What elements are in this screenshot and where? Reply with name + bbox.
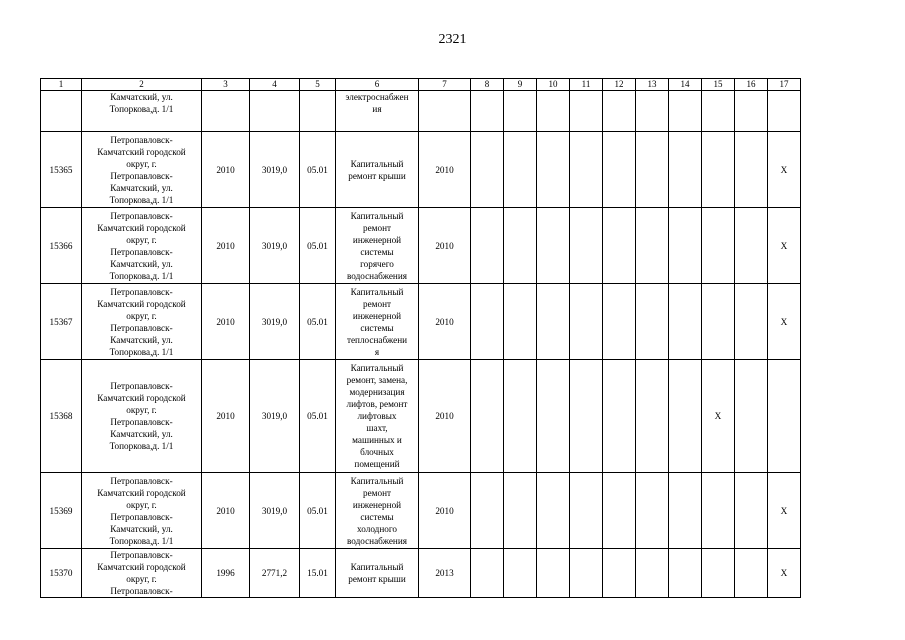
mark-cell-12	[603, 473, 636, 549]
table-row	[41, 132, 801, 208]
code-cell: 05.01	[300, 132, 336, 208]
mark-cell-15	[702, 132, 735, 208]
mark-cell-15: Х	[702, 360, 735, 473]
mark-cell-10	[537, 132, 570, 208]
mark-cell-12	[603, 132, 636, 208]
mark-cell-14	[669, 473, 702, 549]
table-row	[41, 473, 801, 549]
mark-cell-15	[702, 208, 735, 284]
mark-cell-9	[504, 360, 537, 473]
mark-cell-13	[636, 91, 669, 132]
column-number: 17	[768, 79, 801, 91]
address-cell: Петропавловск- Камчатский городской округ, г. Петропавловск- Камчатский, ул. Топоркова,д. 1/1	[82, 132, 202, 208]
mark-cell-14	[669, 208, 702, 284]
record-number	[41, 91, 82, 132]
area-cell: 3019,0	[250, 132, 300, 208]
column-number: 1	[41, 79, 82, 91]
column-number: 8	[471, 79, 504, 91]
mark-cell-9	[504, 132, 537, 208]
mark-cell-9	[504, 91, 537, 132]
mark-cell-11	[570, 91, 603, 132]
work-type-cell: Капитальный ремонт крыши	[336, 132, 419, 208]
mark-cell-16	[735, 91, 768, 132]
mark-cell-9	[504, 549, 537, 598]
mark-cell-13	[636, 132, 669, 208]
code-cell: 05.01	[300, 284, 336, 360]
address-cell: Петропавловск- Камчатский городской округ, г. Петропавловск-	[82, 549, 202, 598]
mark-cell-9	[504, 208, 537, 284]
code-cell: 15.01	[300, 549, 336, 598]
record-number: 15370	[41, 549, 82, 598]
address-cell: Петропавловск- Камчатский городской округ, г. Петропавловск- Камчатский, ул. Топоркова,д. 1/1	[82, 360, 202, 473]
year-cell: 1996	[202, 549, 250, 598]
area-cell	[250, 91, 300, 132]
plan-year-cell: 2013	[419, 549, 471, 598]
year-cell: 2010	[202, 132, 250, 208]
mark-cell-12	[603, 360, 636, 473]
record-number: 15365	[41, 132, 82, 208]
mark-cell-10	[537, 91, 570, 132]
mark-cell-10	[537, 549, 570, 598]
work-type-cell: Капитальный ремонт, замена, модернизация лифтов, ремонт лифтовых шахт, машинных и блочных помещений	[336, 360, 419, 473]
year-cell: 2010	[202, 473, 250, 549]
column-number: 12	[603, 79, 636, 91]
plan-year-cell: 2010	[419, 208, 471, 284]
mark-cell-11	[570, 132, 603, 208]
mark-cell-8	[471, 549, 504, 598]
column-number: 10	[537, 79, 570, 91]
mark-cell-13	[636, 473, 669, 549]
mark-cell-11	[570, 284, 603, 360]
work-type-cell: Капитальный ремонт инженерной системы холодного водоснабжения	[336, 473, 419, 549]
column-number: 15	[702, 79, 735, 91]
mark-cell-8	[471, 91, 504, 132]
mark-cell-8	[471, 132, 504, 208]
mark-cell-17: Х	[768, 284, 801, 360]
mark-cell-16	[735, 208, 768, 284]
mark-cell-15	[702, 549, 735, 598]
mark-cell-14	[669, 360, 702, 473]
mark-cell-12	[603, 549, 636, 598]
code-cell: 05.01	[300, 208, 336, 284]
mark-cell-12	[603, 284, 636, 360]
mark-cell-16	[735, 549, 768, 598]
mark-cell-17: Х	[768, 473, 801, 549]
year-cell: 2010	[202, 208, 250, 284]
register-table	[40, 78, 801, 598]
column-number: 5	[300, 79, 336, 91]
column-number: 2	[82, 79, 202, 91]
mark-cell-14	[669, 284, 702, 360]
work-type-cell: Капитальный ремонт крыши	[336, 549, 419, 598]
area-cell: 3019,0	[250, 473, 300, 549]
table-row	[41, 208, 801, 284]
mark-cell-8	[471, 473, 504, 549]
table-row	[41, 91, 801, 132]
plan-year-cell: 2010	[419, 132, 471, 208]
plan-year-cell: 2010	[419, 473, 471, 549]
column-number: 9	[504, 79, 537, 91]
plan-year-cell	[419, 91, 471, 132]
column-number: 3	[202, 79, 250, 91]
year-cell	[202, 91, 250, 132]
address-cell: Петропавловск- Камчатский городской округ, г. Петропавловск- Камчатский, ул. Топоркова,д. 1/1	[82, 473, 202, 549]
mark-cell-12	[603, 208, 636, 284]
address-cell: Петропавловск- Камчатский городской округ, г. Петропавловск- Камчатский, ул. Топоркова,д. 1/1	[82, 284, 202, 360]
mark-cell-14	[669, 132, 702, 208]
address-cell: Петропавловск- Камчатский городской округ, г. Петропавловск- Камчатский, ул. Топоркова,д. 1/1	[82, 208, 202, 284]
mark-cell-11	[570, 473, 603, 549]
mark-cell-16	[735, 284, 768, 360]
column-number: 16	[735, 79, 768, 91]
table-row	[41, 360, 801, 473]
work-type-cell: электроснабжен ия	[336, 91, 419, 132]
year-cell: 2010	[202, 360, 250, 473]
mark-cell-14	[669, 91, 702, 132]
mark-cell-16	[735, 473, 768, 549]
column-number: 14	[669, 79, 702, 91]
mark-cell-15	[702, 473, 735, 549]
mark-cell-11	[570, 549, 603, 598]
work-type-cell: Капитальный ремонт инженерной системы горячего водоснабжения	[336, 208, 419, 284]
column-number: 4	[250, 79, 300, 91]
column-number: 11	[570, 79, 603, 91]
work-type-cell: Капитальный ремонт инженерной системы теплоснабжени я	[336, 284, 419, 360]
code-cell: 05.01	[300, 473, 336, 549]
mark-cell-13	[636, 284, 669, 360]
area-cell: 3019,0	[250, 360, 300, 473]
table-row	[41, 284, 801, 360]
mark-cell-14	[669, 549, 702, 598]
column-number: 13	[636, 79, 669, 91]
area-cell: 3019,0	[250, 284, 300, 360]
mark-cell-8	[471, 360, 504, 473]
address-cell: Камчатский, ул. Топоркова,д. 1/1	[82, 91, 202, 132]
mark-cell-15	[702, 91, 735, 132]
mark-cell-17: Х	[768, 208, 801, 284]
mark-cell-16	[735, 132, 768, 208]
mark-cell-10	[537, 284, 570, 360]
mark-cell-9	[504, 473, 537, 549]
table-row	[41, 549, 801, 598]
mark-cell-17: Х	[768, 132, 801, 208]
mark-cell-13	[636, 360, 669, 473]
mark-cell-8	[471, 284, 504, 360]
mark-cell-9	[504, 284, 537, 360]
page-number: 2321	[438, 32, 467, 47]
column-number: 7	[419, 79, 471, 91]
mark-cell-10	[537, 473, 570, 549]
record-number: 15368	[41, 360, 82, 473]
mark-cell-16	[735, 360, 768, 473]
year-cell: 2010	[202, 284, 250, 360]
mark-cell-11	[570, 208, 603, 284]
plan-year-cell: 2010	[419, 360, 471, 473]
mark-cell-10	[537, 360, 570, 473]
mark-cell-13	[636, 549, 669, 598]
area-cell: 2771,2	[250, 549, 300, 598]
column-number: 6	[336, 79, 419, 91]
mark-cell-17	[768, 360, 801, 473]
code-cell: 05.01	[300, 360, 336, 473]
code-cell	[300, 91, 336, 132]
mark-cell-12	[603, 91, 636, 132]
mark-cell-10	[537, 208, 570, 284]
record-number: 15369	[41, 473, 82, 549]
record-number: 15367	[41, 284, 82, 360]
mark-cell-11	[570, 360, 603, 473]
record-number: 15366	[41, 208, 82, 284]
plan-year-cell: 2010	[419, 284, 471, 360]
column-number-row	[41, 79, 801, 91]
mark-cell-13	[636, 208, 669, 284]
area-cell: 3019,0	[250, 208, 300, 284]
mark-cell-8	[471, 208, 504, 284]
mark-cell-17	[768, 91, 801, 132]
mark-cell-17: Х	[768, 549, 801, 598]
mark-cell-15	[702, 284, 735, 360]
